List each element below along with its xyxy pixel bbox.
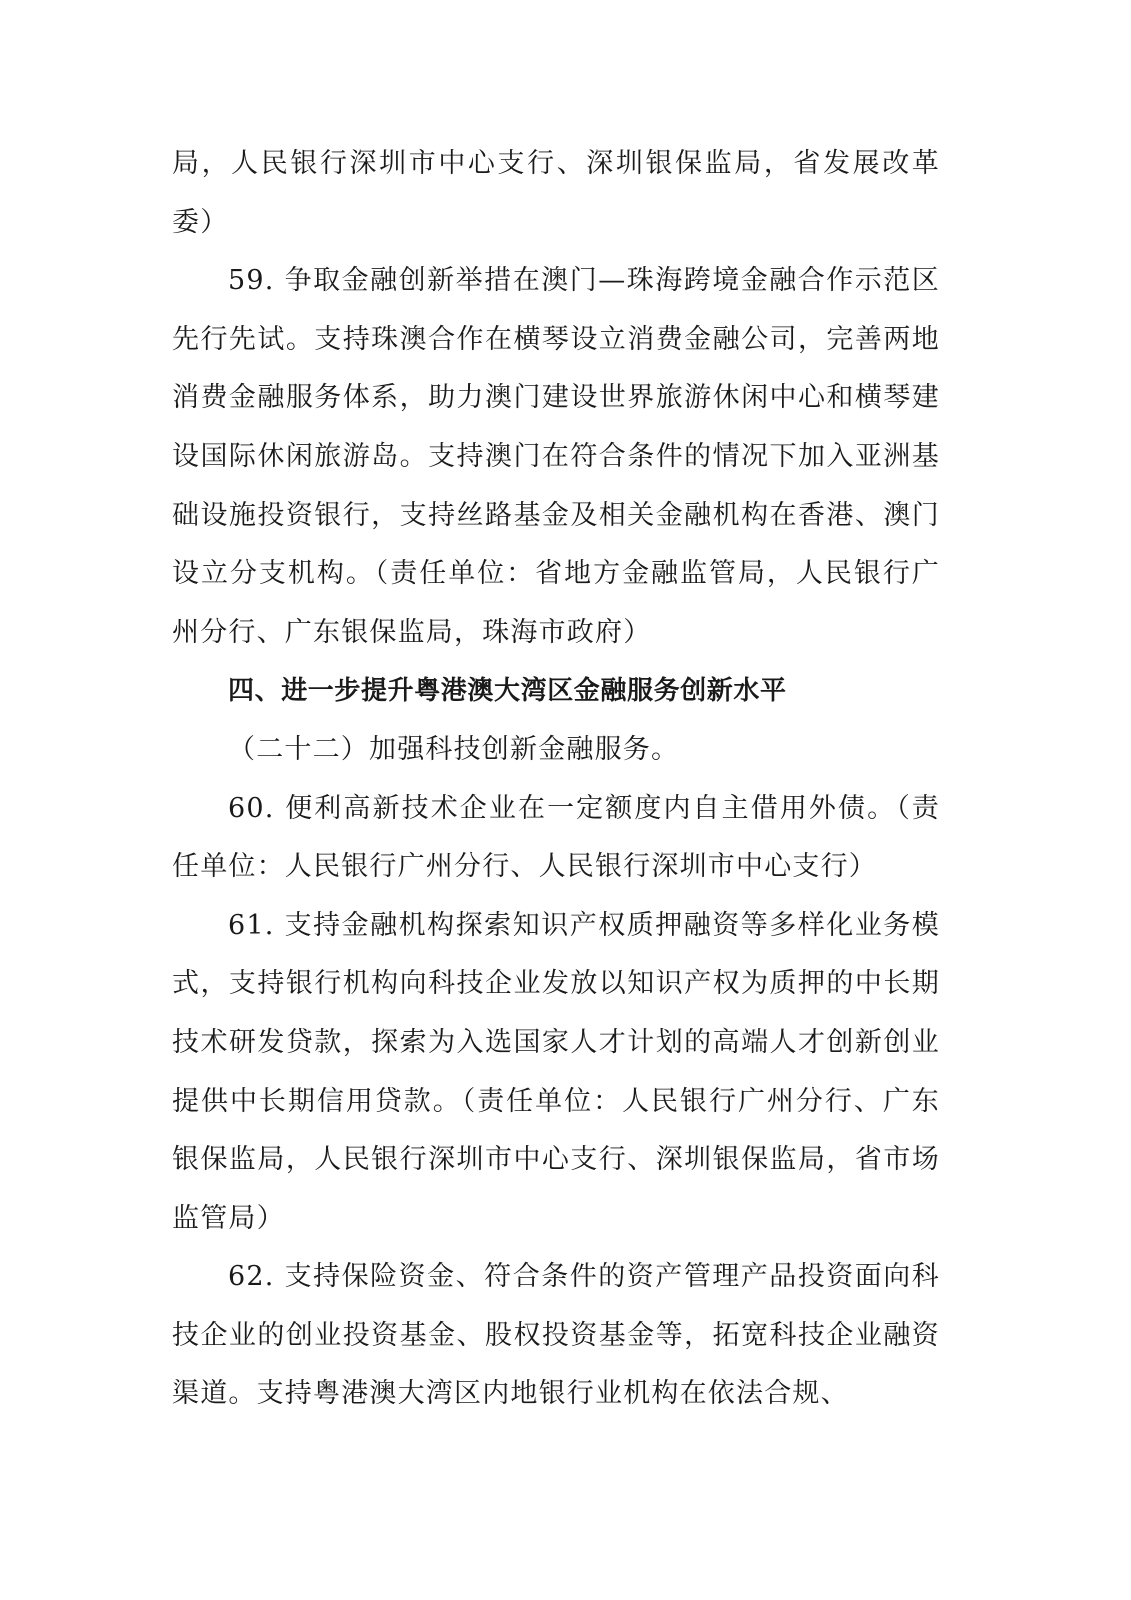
paragraph-item-59: 59. 争取金融创新举措在澳门—珠海跨境金融合作示范区先行先试。支持珠澳合作在横琴设立消费金融公司，完善两地消费金融服务体系，助力澳门建设世界旅游休闲中心和横琴建设国际休闲旅游岛。支持澳门在符合条件的情况下加入亚洲基础设施投资银行，支持丝路基金及相关金融机构在香港、澳门设立分支机构。（责任单位：省地方金融监管局，人民银行广州分行、广东银保监局，珠海市政府）: [172, 265, 940, 648]
paragraph-continuation: 局，人民银行深圳市中心支行、深圳银保监局，省发展改革委）: [172, 148, 940, 238]
section-heading-4: 四、进一步提升粤港澳大湾区金融服务创新水平: [228, 676, 787, 707]
paragraph-item-60: 60. 便利高新技术企业在一定额度内自主借用外债。（责任单位：人民银行广州分行、人民银行深圳市中心支行）: [172, 792, 940, 883]
subsection-title-22: （二十二）加强科技创新金融服务。: [228, 733, 680, 765]
paragraph-item-62: 62. 支持保险资金、符合条件的资产管理产品投资面向科技企业的创业投资基金、股权投资基金等，拓宽科技企业融资渠道。支持粤港澳大湾区内地银行业机构在依法合规、: [172, 1261, 940, 1410]
document-body: [172, 135, 940, 1424]
paragraph-item-61: 61. 支持金融机构探索知识产权质押融资等多样化业务模式，支持银行机构向科技企业发放以知识产权为质押的中长期技术研发贷款，探索为入选国家人才计划的高端人才创新创业提供中长期信用贷款。（责任单位：人民银行广州分行、广东银保监局，人民银行深圳市中心支行、深圳银保监局，省市场监管局）: [172, 909, 940, 1234]
